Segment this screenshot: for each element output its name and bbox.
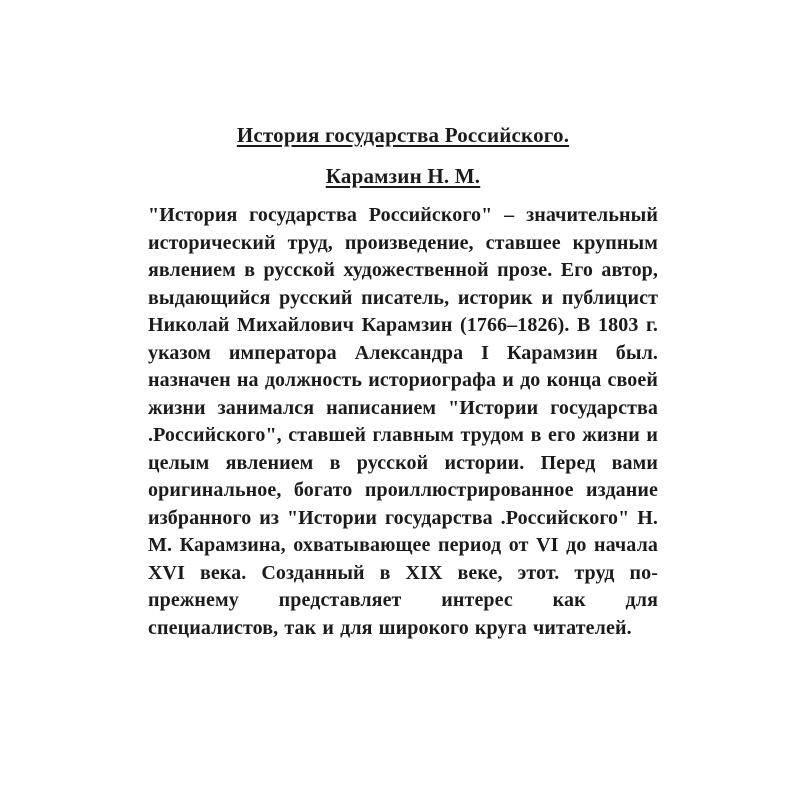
- document-author-text: Карамзин Н. М.: [325, 164, 481, 188]
- document-title: [148, 122, 658, 148]
- document-title-text: История государства Российского.: [236, 123, 570, 147]
- book-description-document: [148, 122, 658, 642]
- document-author: [148, 163, 658, 189]
- document-body-paragraph: "История государства Российского" – значительный исторический труд, произведение, ставшее крупным явлением в русской художественной прозе. Его автор, выдающийся русский писатель, историк и публицист Николай Михайлович Карамзин (1766–1826). В 1803 г. указом императора Александра I Карамзин был. назначен на должность историографа и до конца своей жизни занимался написанием "Истории государства .Российского", ставшей главным трудом в его жизни и целым явлением в русской истории. Перед вами оригинальное, богато проиллюстрированное издание избранного из "Истории государства .Российского" Н. М. Карамзина, охватывающее период от VI до начала XVI века. Созданный в XIX веке, этот. труд по-прежнему представляет интерес как для специалистов, так и для широкого круга читателей.: [148, 204, 658, 639]
